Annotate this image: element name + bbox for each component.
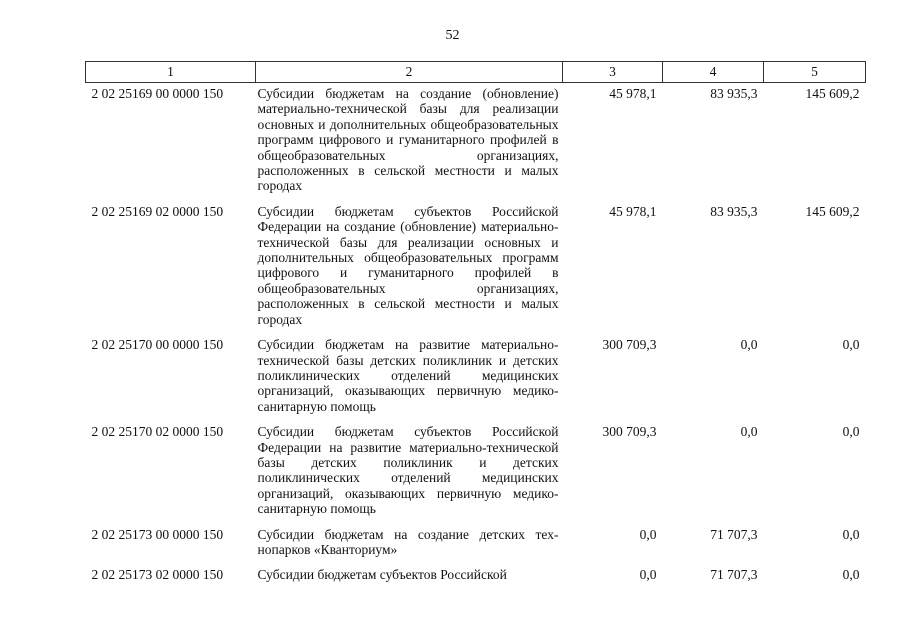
header-column-1: 1: [86, 62, 256, 83]
table-row: [86, 201, 866, 334]
value-column-4: 71 707,3: [710, 526, 758, 542]
budget-table: [85, 61, 866, 590]
value-column-5: 0,0: [842, 337, 860, 353]
value-column-4: 0,0: [740, 337, 758, 353]
value-column-5: 0,0: [842, 567, 860, 583]
value-column-3: 45 978,1: [609, 86, 657, 101]
value-column-5: 0,0: [842, 526, 860, 542]
table-row: [86, 524, 866, 565]
table-row: [86, 421, 866, 523]
description: Субсидии бюджетам на создание (обновление) материально-технической базы для реализации основных и дополнительных общеобразовательных программ цифрового и гуманитарного профилей в общеобразовательных организациях, расположенных в сельской местности и малых городах: [257, 86, 559, 194]
budget-code: 2 02 25173 02 0000 150: [91, 567, 224, 583]
budget-code: 2 02 25173 00 0000 150: [91, 526, 224, 542]
table-row: [86, 83, 866, 201]
description: Субсидии бюджетам на создание детских технопарков «Кванториум»: [257, 526, 559, 557]
table-header: [86, 62, 866, 83]
header-column-3: 3: [563, 62, 663, 83]
description: Субсидии бюджетам на развитие материально-технической базы детских поликлиник и детских поликлинических отделений медицинских организаций, оказывающих первичную медико-санитарную помощь: [257, 337, 559, 414]
value-column-4: 0,0: [740, 424, 758, 440]
description: Субсидии бюджетам субъектов Российской Федерации на создание (обновление) материально-технической базы для реализации основных и дополнительных общеобразовательных программ цифрового и гуманитарного профилей в общеобразовательных организациях, расположенных в сельской местности и малых городах: [257, 203, 559, 327]
description: Субсидии бюджетам субъектов Российской Федерации на развитие материально-технической базы детских поликлиник и детских поликлинических отделений медицинских организаций, оказывающих первичную медико-санитарную помощь: [257, 424, 559, 517]
value-column-4: 83 935,3: [710, 86, 758, 101]
value-column-4: 71 707,3: [710, 567, 758, 583]
page-number: 52: [445, 28, 460, 43]
header-row: [86, 62, 866, 83]
budget-code: 2 02 25169 02 0000 150: [91, 203, 224, 219]
table-row: [86, 564, 866, 589]
value-column-3: 0,0: [639, 526, 657, 542]
header-column-2: 2: [256, 62, 563, 83]
value-column-4: 83 935,3: [710, 203, 758, 219]
header-column-4: 4: [663, 62, 764, 83]
budget-code: 2 02 25170 00 0000 150: [91, 337, 224, 353]
header-column-5: 5: [764, 62, 866, 83]
value-column-3: 0,0: [639, 567, 657, 583]
value-column-3: 45 978,1: [609, 203, 657, 219]
value-column-5: 145 609,2: [805, 203, 860, 219]
description: Субсидии бюджетам субъектов Российской: [257, 567, 507, 583]
budget-code: 2 02 25170 02 0000 150: [91, 424, 224, 440]
value-column-3: 300 709,3: [602, 337, 657, 353]
value-column-5: 0,0: [842, 424, 860, 440]
table-body: [86, 83, 866, 590]
table-row: [86, 334, 866, 421]
value-column-3: 300 709,3: [602, 424, 657, 440]
budget-code: 2 02 25169 00 0000 150: [91, 86, 224, 101]
value-column-5: 145 609,2: [805, 86, 860, 101]
